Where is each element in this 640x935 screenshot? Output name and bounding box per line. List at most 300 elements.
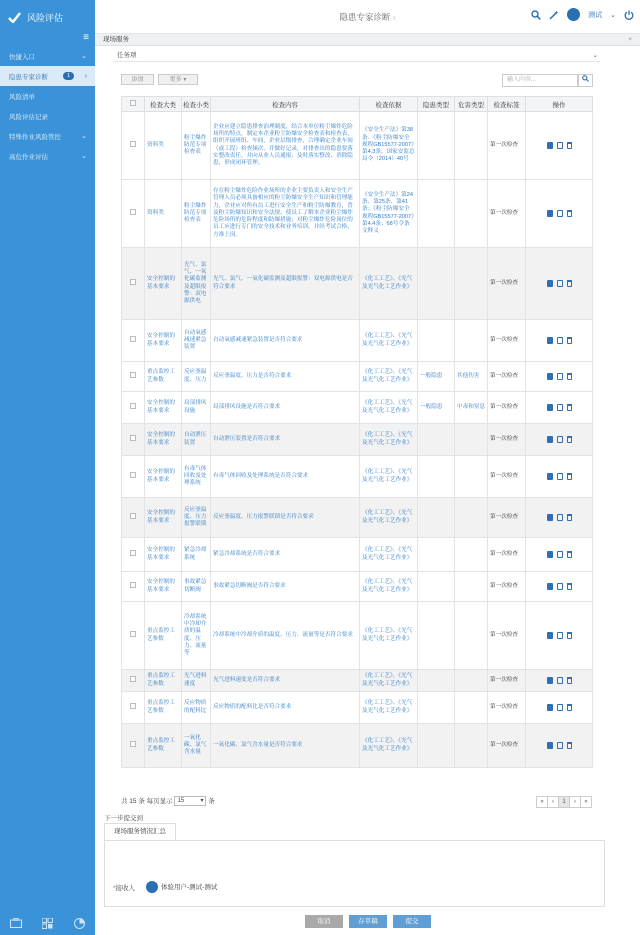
table-row bbox=[122, 456, 593, 498]
cell-category[interactable]: 安全控制的基本要求 bbox=[145, 538, 182, 572]
pagination bbox=[121, 796, 592, 810]
cell-damage-type[interactable] bbox=[455, 692, 488, 724]
edit-icon[interactable] bbox=[557, 404, 563, 411]
row-actions bbox=[526, 112, 593, 180]
cell-category[interactable]: 重点监控工艺参数 bbox=[145, 602, 182, 670]
cell-damage-type[interactable] bbox=[455, 602, 488, 670]
row-checkbox[interactable] bbox=[130, 372, 136, 378]
cell-tag: 第一次检查 bbox=[488, 692, 526, 724]
row-checkbox[interactable] bbox=[130, 631, 136, 637]
cell-subcategory[interactable]: 局部排风设施 bbox=[182, 392, 211, 424]
cell-basis[interactable]: 《安全生产法》第38条、《粉尘防爆安全规程GB15577-2007》第4.3条、国家安监总局令（2014）40号 bbox=[360, 112, 418, 180]
view-icon[interactable] bbox=[547, 473, 553, 480]
row-checkbox[interactable] bbox=[130, 582, 136, 588]
cell-hazard-type[interactable] bbox=[418, 456, 455, 498]
sidebar-item-label: 快捷入口 bbox=[9, 53, 35, 61]
cell-content[interactable]: 紧急冷却系统是否符合要求 bbox=[211, 538, 360, 572]
row-actions bbox=[526, 424, 593, 456]
cell-hazard-type[interactable] bbox=[418, 498, 455, 538]
cell-subcategory[interactable]: 粉尘爆炸防范专项检查表 bbox=[182, 180, 211, 248]
row-checkbox[interactable] bbox=[130, 336, 136, 342]
sidebar-item-label: 风险清单 bbox=[9, 93, 35, 101]
cell-basis[interactable]: 《化工工艺》、《光气及光气化工艺作业》 bbox=[360, 392, 418, 424]
cell-content[interactable]: 局部排风设施是否符合要求 bbox=[211, 392, 360, 424]
action-group bbox=[528, 704, 590, 711]
table-row bbox=[122, 692, 593, 724]
delete-icon[interactable] bbox=[567, 583, 572, 590]
cell-content[interactable]: 光气、氯气、一氧化碳监测及超限报警：双电源供电是否符合要求 bbox=[211, 248, 360, 320]
cell-subcategory[interactable]: 反应釜温度、压力 bbox=[182, 362, 211, 392]
table-row bbox=[122, 724, 593, 768]
inspection-table bbox=[121, 96, 593, 768]
edit-icon[interactable] bbox=[557, 632, 563, 639]
action-group bbox=[528, 514, 590, 521]
row-actions bbox=[526, 320, 593, 362]
cancel-button[interactable]: 取消 bbox=[305, 915, 343, 928]
view-icon[interactable] bbox=[547, 514, 553, 521]
cell-content[interactable]: 光气进料速度是否符合要求 bbox=[211, 670, 360, 692]
cell-hazard-type[interactable] bbox=[418, 112, 455, 180]
cell-basis[interactable]: 《化工工艺》、《光气及光气化工艺作业》 bbox=[360, 248, 418, 320]
action-group bbox=[528, 583, 590, 590]
column-header[interactable]: 检查小类 bbox=[182, 97, 211, 112]
cell-hazard-type[interactable] bbox=[418, 180, 455, 248]
edit-icon[interactable] bbox=[557, 280, 563, 287]
total-count: 共 15 条 bbox=[121, 798, 145, 805]
next-step-panel bbox=[104, 841, 605, 907]
per-page-label: 每页显示 bbox=[146, 798, 173, 805]
row-select-cell[interactable] bbox=[122, 602, 145, 670]
required-mark: * bbox=[113, 885, 116, 892]
row-select-cell[interactable] bbox=[122, 670, 145, 692]
delete-icon[interactable] bbox=[567, 337, 572, 344]
cell-hazard-type[interactable] bbox=[418, 424, 455, 456]
cell-tag: 第一次检查 bbox=[488, 670, 526, 692]
caret-down-icon: ▾ bbox=[183, 77, 187, 83]
row-checkbox[interactable] bbox=[130, 676, 136, 682]
search-icon bbox=[582, 75, 589, 82]
delete-icon[interactable] bbox=[567, 514, 572, 521]
cell-basis[interactable]: 《化工工艺》、《光气及光气化工艺作业》 bbox=[360, 602, 418, 670]
column-header[interactable]: 隐患类型 bbox=[418, 97, 455, 112]
cell-hazard-type[interactable] bbox=[418, 572, 455, 602]
cell-content[interactable]: 反应釜温度、压力报警联锁是否符合要求 bbox=[211, 498, 360, 538]
row-checkbox[interactable] bbox=[130, 279, 136, 285]
cell-basis[interactable]: 《化工工艺》、《光气及光气化工艺作业》 bbox=[360, 498, 418, 538]
row-actions bbox=[526, 670, 593, 692]
delete-icon[interactable] bbox=[567, 280, 572, 287]
cell-damage-type[interactable]: 其他伤害 bbox=[455, 362, 488, 392]
cell-damage-type[interactable] bbox=[455, 248, 488, 320]
table-row bbox=[122, 602, 593, 670]
cell-hazard-type[interactable] bbox=[418, 248, 455, 320]
row-checkbox[interactable] bbox=[130, 513, 136, 519]
row-checkbox[interactable] bbox=[130, 435, 136, 441]
row-select-cell[interactable] bbox=[122, 180, 145, 248]
table-row bbox=[122, 498, 593, 538]
next-step-label: 下一步提交到 bbox=[104, 815, 143, 822]
row-actions bbox=[526, 572, 593, 602]
cell-damage-type[interactable] bbox=[455, 112, 488, 180]
cell-category[interactable]: 资料类 bbox=[145, 112, 182, 180]
edit-icon[interactable] bbox=[557, 373, 563, 380]
row-select-cell[interactable] bbox=[122, 112, 145, 180]
cell-damage-type[interactable] bbox=[455, 456, 488, 498]
table-row bbox=[122, 424, 593, 456]
chevron-down-icon: ⌄ bbox=[81, 153, 87, 160]
select-all-cell[interactable] bbox=[122, 97, 145, 112]
cell-content[interactable]: 一氧化碳、氯气含水量是否符合要求 bbox=[211, 724, 360, 768]
sidebar-item-risk-list[interactable] bbox=[0, 86, 95, 106]
edit-icon[interactable] bbox=[557, 142, 563, 149]
cell-category[interactable]: 安全控制的基本要求 bbox=[145, 392, 182, 424]
more-button[interactable] bbox=[158, 74, 198, 85]
column-header[interactable]: 检查大类 bbox=[145, 97, 182, 112]
cell-tag: 第一次检查 bbox=[488, 456, 526, 498]
cell-hazard-type[interactable] bbox=[418, 538, 455, 572]
cell-content[interactable]: 冷却系统中冷却介质的温度、压力、流量等是否符合要求 bbox=[211, 602, 360, 670]
sidebar-item-label: 特殊作业风险管控 bbox=[9, 133, 61, 141]
cell-basis[interactable]: 《化工工艺》、《光气及光气化工艺作业》 bbox=[360, 670, 418, 692]
row-checkbox[interactable] bbox=[130, 141, 136, 147]
action-group bbox=[528, 337, 590, 344]
cell-damage-type[interactable] bbox=[455, 538, 488, 572]
search-button[interactable] bbox=[578, 74, 593, 87]
row-select-cell[interactable] bbox=[122, 320, 145, 362]
delete-icon[interactable] bbox=[567, 436, 572, 443]
action-group bbox=[528, 373, 590, 380]
cell-damage-type[interactable] bbox=[455, 724, 488, 768]
cell-category[interactable]: 重点监控工艺参数 bbox=[145, 724, 182, 768]
edit-icon[interactable] bbox=[557, 473, 563, 480]
row-select-cell[interactable] bbox=[122, 538, 145, 572]
cell-content[interactable]: 自动泄压装置是否符合要求 bbox=[211, 424, 360, 456]
magic-wand-icon[interactable] bbox=[549, 10, 559, 20]
cell-category[interactable]: 安全控制的基本要求 bbox=[145, 456, 182, 498]
action-group bbox=[528, 436, 590, 443]
cell-content[interactable]: 反应物质的配料比是否符合要求 bbox=[211, 692, 360, 724]
check-logo-icon bbox=[8, 12, 21, 23]
top-actions bbox=[531, 8, 634, 21]
row-checkbox[interactable] bbox=[130, 741, 136, 747]
receiver-label bbox=[113, 883, 135, 892]
delete-icon[interactable] bbox=[567, 373, 572, 380]
cell-category[interactable]: 资料类 bbox=[145, 180, 182, 248]
row-checkbox[interactable] bbox=[130, 550, 136, 556]
view-icon[interactable] bbox=[547, 742, 553, 749]
page-size-select[interactable] bbox=[174, 796, 206, 806]
select-all-checkbox[interactable] bbox=[130, 100, 136, 106]
sidebar-item-label: 高危作业评估 bbox=[9, 153, 48, 161]
cell-subcategory[interactable]: 一氧化碳、氯气含水量 bbox=[182, 724, 211, 768]
action-group bbox=[528, 632, 590, 639]
cell-hazard-type[interactable] bbox=[418, 692, 455, 724]
form-actions bbox=[305, 915, 431, 928]
cell-content[interactable]: 存在粉尘爆炸危险作业场所的企业主要负责人和安全生产管理人员必须具备相应的粉尘防爆安全生产知识和管理能力，企业应对所有员工进行安全生产和粉尘防爆教育，普及粉尘防爆知识和安全法规，使员工了解本企业粉尘爆炸危险场所的危险程度和防爆措施；对粉尘爆炸危险岗位的员工应进行专门的安全技术和业务培训，并经考试合格，方准上岗。 bbox=[211, 180, 360, 248]
delete-icon[interactable] bbox=[567, 704, 572, 711]
cell-category[interactable]: 安全控制的基本要求 bbox=[145, 498, 182, 538]
row-checkbox[interactable] bbox=[130, 472, 136, 478]
cell-subcategory[interactable]: 粉尘爆炸防范专项检查表 bbox=[182, 112, 211, 180]
cell-tag: 第一次检查 bbox=[488, 112, 526, 180]
cell-tag: 第一次检查 bbox=[488, 424, 526, 456]
row-actions bbox=[526, 724, 593, 768]
cell-subcategory[interactable]: 自动泄压装置 bbox=[182, 424, 211, 456]
row-select-cell[interactable] bbox=[122, 724, 145, 768]
table-row bbox=[122, 180, 593, 248]
action-group bbox=[528, 280, 590, 287]
cell-basis[interactable]: 《化工工艺》、《光气及光气化工艺作业》 bbox=[360, 320, 418, 362]
cell-damage-type[interactable] bbox=[455, 180, 488, 248]
sidebar-item-label: 风险评估记录 bbox=[9, 113, 48, 121]
sidebar-item-high-risk[interactable] bbox=[0, 146, 95, 166]
row-actions bbox=[526, 692, 593, 724]
action-group bbox=[528, 142, 590, 149]
table-row bbox=[122, 538, 593, 572]
panel-title: 现场服务 bbox=[103, 36, 129, 43]
cell-damage-type[interactable] bbox=[455, 320, 488, 362]
edit-icon[interactable] bbox=[557, 514, 563, 521]
panel-header bbox=[95, 34, 640, 46]
edit-icon[interactable] bbox=[557, 210, 563, 217]
sidebar-item-risk-records[interactable] bbox=[0, 106, 95, 126]
delete-icon[interactable] bbox=[567, 404, 572, 411]
receiver-chip[interactable] bbox=[146, 879, 217, 894]
page-button-current[interactable]: 1 bbox=[558, 796, 570, 808]
user-avatar[interactable] bbox=[567, 8, 580, 21]
column-header[interactable]: 检查依据 bbox=[360, 97, 418, 112]
cell-category[interactable]: 重点监控工艺参数 bbox=[145, 692, 182, 724]
delete-icon[interactable] bbox=[567, 210, 572, 217]
cell-hazard-type[interactable] bbox=[418, 320, 455, 362]
cell-content[interactable]: 自动氧感减速紧急装置是否符合要求 bbox=[211, 320, 360, 362]
cell-hazard-type[interactable]: 一般隐患 bbox=[418, 362, 455, 392]
cell-category[interactable]: 安全控制的基本要求 bbox=[145, 424, 182, 456]
row-actions bbox=[526, 362, 593, 392]
cell-category[interactable]: 安全控制的基本要求 bbox=[145, 248, 182, 320]
table-row bbox=[122, 362, 593, 392]
view-icon[interactable] bbox=[547, 436, 553, 443]
delete-icon[interactable] bbox=[567, 551, 572, 558]
cell-hazard-type[interactable] bbox=[418, 602, 455, 670]
view-icon[interactable] bbox=[547, 280, 553, 287]
cell-hazard-type[interactable] bbox=[418, 670, 455, 692]
sidebar-item-label: 隐患专家诊断 bbox=[9, 73, 48, 81]
cell-tag: 第一次检查 bbox=[488, 320, 526, 362]
column-header: 操作 bbox=[526, 97, 593, 112]
row-checkbox[interactable] bbox=[130, 403, 136, 409]
sidebar-footer bbox=[0, 911, 95, 935]
view-icon[interactable] bbox=[547, 142, 553, 149]
sidebar bbox=[0, 0, 95, 935]
next-page-button[interactable]: › bbox=[569, 796, 581, 808]
close-icon[interactable]: × bbox=[628, 36, 632, 43]
row-select-cell[interactable] bbox=[122, 572, 145, 602]
edit-icon[interactable] bbox=[557, 704, 563, 711]
row-select-cell[interactable] bbox=[122, 392, 145, 424]
chevron-down-icon[interactable]: ⌄ bbox=[592, 52, 598, 59]
edit-icon[interactable] bbox=[557, 337, 563, 344]
table-row bbox=[122, 248, 593, 320]
view-icon[interactable] bbox=[547, 210, 553, 217]
edit-icon[interactable] bbox=[557, 677, 563, 684]
search-icon[interactable] bbox=[531, 10, 541, 20]
cell-category[interactable]: 安全控制的基本要求 bbox=[145, 572, 182, 602]
task-section-header[interactable] bbox=[113, 49, 600, 62]
task-label: 任务项 bbox=[117, 52, 137, 59]
table-row bbox=[122, 572, 593, 602]
cell-category[interactable]: 重点监控工艺参数 bbox=[145, 670, 182, 692]
delete-icon[interactable] bbox=[567, 632, 572, 639]
view-icon[interactable] bbox=[547, 551, 553, 558]
cell-basis[interactable]: 《化工工艺》、《光气及光气化工艺作业》 bbox=[360, 362, 418, 392]
row-select-cell[interactable] bbox=[122, 456, 145, 498]
cell-basis[interactable]: 《化工工艺》、《光气及光气化工艺作业》 bbox=[360, 456, 418, 498]
cell-damage-type[interactable]: 中毒和窒息 bbox=[455, 392, 488, 424]
table-header-row bbox=[122, 97, 593, 112]
row-actions bbox=[526, 538, 593, 572]
view-icon[interactable] bbox=[547, 632, 553, 639]
user-name[interactable]: 测试 bbox=[588, 11, 603, 19]
cell-category[interactable]: 重点监控工艺参数 bbox=[145, 362, 182, 392]
cell-tag: 第一次检查 bbox=[488, 248, 526, 320]
cell-basis[interactable]: 《化工工艺》、《光气及光气化工艺作业》 bbox=[360, 424, 418, 456]
table-row bbox=[122, 320, 593, 362]
cell-content[interactable]: 有毒气体回收及处理系统是否符合要求 bbox=[211, 456, 360, 498]
cell-hazard-type[interactable] bbox=[418, 724, 455, 768]
cell-subcategory[interactable]: 光气进料速度 bbox=[182, 670, 211, 692]
cell-subcategory[interactable]: 自动氧感减速紧急装置 bbox=[182, 320, 211, 362]
view-icon[interactable] bbox=[547, 404, 553, 411]
breadcrumb-current[interactable]: 隐患专家诊断 bbox=[339, 12, 391, 22]
cell-tag: 第一次检查 bbox=[488, 538, 526, 572]
view-icon[interactable] bbox=[547, 373, 553, 380]
cell-hazard-type[interactable]: 一般隐患 bbox=[418, 392, 455, 424]
cell-damage-type[interactable] bbox=[455, 572, 488, 602]
power-icon[interactable] bbox=[624, 10, 634, 20]
cell-basis[interactable]: 《化工工艺》、《光气及光气化工艺作业》 bbox=[360, 572, 418, 602]
column-header[interactable]: 检查内容 bbox=[211, 97, 360, 112]
grid-icon[interactable] bbox=[42, 918, 53, 929]
cell-basis[interactable]: 《安全生产法》第24条、第25条、第41条；《粉尘防爆安全规程GB15577-2007》第4.4条；68号令条文释义 bbox=[360, 180, 418, 248]
chevron-down-icon: ⌄ bbox=[81, 53, 87, 60]
row-select-cell[interactable] bbox=[122, 248, 145, 320]
cell-basis[interactable]: 《化工工艺》、《光气及光气化工艺作业》 bbox=[360, 692, 418, 724]
page-controls bbox=[537, 796, 592, 808]
row-actions bbox=[526, 180, 593, 248]
cell-content[interactable]: 反应釜温度、压力是否符合要求 bbox=[211, 362, 360, 392]
submit-button[interactable]: 提交 bbox=[393, 915, 431, 928]
cell-tag: 第一次检查 bbox=[488, 602, 526, 670]
edit-icon[interactable] bbox=[557, 551, 563, 558]
delete-icon[interactable] bbox=[567, 473, 572, 480]
cell-subcategory[interactable]: 有毒气体回收及处理系统 bbox=[182, 456, 211, 498]
cell-subcategory[interactable]: 反应物质的配料比 bbox=[182, 692, 211, 724]
briefcase-icon[interactable] bbox=[10, 918, 22, 928]
column-header[interactable]: 危害类型 bbox=[455, 97, 488, 112]
cell-tag: 第一次检查 bbox=[488, 572, 526, 602]
sidebar-item-quick-entry[interactable] bbox=[0, 46, 95, 66]
cell-damage-type[interactable] bbox=[455, 670, 488, 692]
add-button[interactable]: 添加 bbox=[121, 74, 154, 85]
chevron-right-icon: › bbox=[84, 72, 87, 80]
last-page-button[interactable]: » bbox=[580, 796, 592, 808]
row-select-cell[interactable] bbox=[122, 692, 145, 724]
table-row bbox=[122, 670, 593, 692]
cell-content[interactable]: 企业应建立隐患排查治理制度，结合本单位粉尘爆炸危险场所的特点，制定本企业粉尘防爆安全检查表和检查表，组织开展班组、车间、企业层级排查，合理确定企业车间（或工段）检查频次，并做好记录，对排查出的隐患要落实整改责任，并向从业人员通报；及时落实整改、消除隐患，形成闭环管理。 bbox=[211, 112, 360, 180]
search-input[interactable]: 输入内容... bbox=[502, 74, 578, 87]
cell-damage-type[interactable] bbox=[455, 498, 488, 538]
delete-icon[interactable] bbox=[567, 742, 572, 749]
receiver-name: 体验用户-测试-测试 bbox=[161, 884, 218, 891]
cell-subcategory[interactable]: 光气、氯气、一氧化碳监测及超限报警：双电源供电 bbox=[182, 248, 211, 320]
chevron-right-icon: › bbox=[392, 12, 396, 22]
receiver-label-text: 接收人 bbox=[115, 885, 136, 892]
cell-basis[interactable]: 《化工工艺》、《光气及光气化工艺作业》 bbox=[360, 538, 418, 572]
delete-icon[interactable] bbox=[567, 142, 572, 149]
tab-next-step[interactable]: 现场服务情况汇总 bbox=[104, 823, 176, 840]
row-actions bbox=[526, 248, 593, 320]
view-icon[interactable] bbox=[547, 704, 553, 711]
row-actions bbox=[526, 498, 593, 538]
row-select-cell[interactable] bbox=[122, 362, 145, 392]
sidebar-item-hazard-diagnosis[interactable] bbox=[0, 66, 95, 86]
save-draft-button[interactable]: 存草稿 bbox=[349, 915, 387, 928]
per-page-unit: 条 bbox=[208, 798, 215, 805]
row-select-cell[interactable] bbox=[122, 424, 145, 456]
sidebar-item-special-work[interactable] bbox=[0, 126, 95, 146]
caret-down-icon: ▾ bbox=[200, 798, 204, 805]
view-icon[interactable] bbox=[547, 583, 553, 590]
pie-chart-icon[interactable] bbox=[74, 918, 85, 929]
page-size-value: 15 bbox=[177, 798, 185, 805]
cell-subcategory[interactable]: 反应釜温度、压力报警联锁 bbox=[182, 498, 211, 538]
edit-icon[interactable] bbox=[557, 742, 563, 749]
column-header[interactable]: 检查标签 bbox=[488, 97, 526, 112]
count-badge: 1 bbox=[63, 72, 74, 80]
edit-icon[interactable] bbox=[557, 583, 563, 590]
action-group bbox=[528, 551, 590, 558]
cell-subcategory[interactable]: 事故紧急切断阀 bbox=[182, 572, 211, 602]
delete-icon[interactable] bbox=[567, 677, 572, 684]
view-icon[interactable] bbox=[547, 337, 553, 344]
action-group bbox=[528, 473, 590, 480]
menu-collapse-icon[interactable]: ≡ bbox=[83, 32, 89, 43]
cell-tag: 第一次检查 bbox=[488, 392, 526, 424]
edit-icon[interactable] bbox=[557, 436, 563, 443]
cell-subcategory[interactable]: 紧急冷却系统 bbox=[182, 538, 211, 572]
cell-basis[interactable]: 《化工工艺》、《光气及光气化工艺作业》 bbox=[360, 724, 418, 768]
chevron-down-icon[interactable]: ⌄ bbox=[610, 11, 616, 19]
action-group bbox=[528, 742, 590, 749]
cell-damage-type[interactable] bbox=[455, 424, 488, 456]
cell-tag: 第一次检查 bbox=[488, 362, 526, 392]
cell-category[interactable]: 安全控制的基本要求 bbox=[145, 320, 182, 362]
first-page-button[interactable]: « bbox=[536, 796, 548, 808]
row-checkbox[interactable] bbox=[130, 703, 136, 709]
prev-page-button[interactable]: ‹ bbox=[547, 796, 559, 808]
cell-tag: 第一次检查 bbox=[488, 724, 526, 768]
cell-tag: 第一次检查 bbox=[488, 498, 526, 538]
row-checkbox[interactable] bbox=[130, 209, 136, 215]
app-title: 风险评估 bbox=[27, 12, 64, 23]
cell-subcategory[interactable]: 冷却系统中冷却介质的温度、压力、流量等 bbox=[182, 602, 211, 670]
view-icon[interactable] bbox=[547, 677, 553, 684]
row-actions bbox=[526, 602, 593, 670]
more-label: 更多 bbox=[169, 77, 182, 83]
row-select-cell[interactable] bbox=[122, 498, 145, 538]
cell-content[interactable]: 事故紧急切断阀是否符合要求 bbox=[211, 572, 360, 602]
